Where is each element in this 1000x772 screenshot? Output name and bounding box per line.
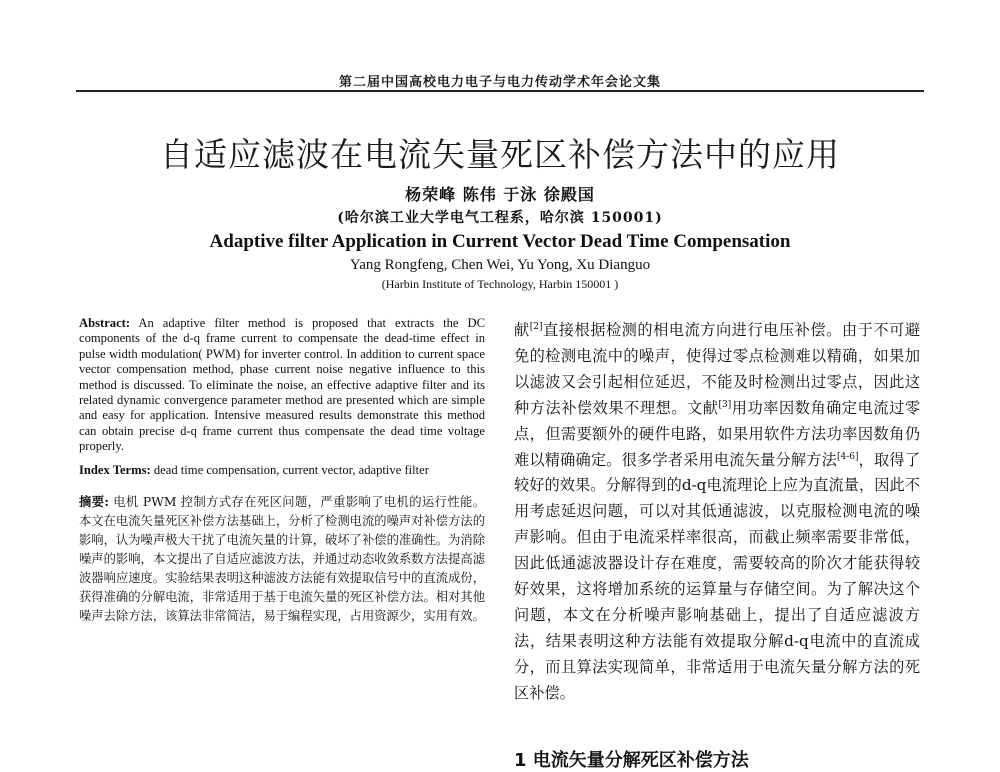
abstract-text: An adaptive filter method is proposed that extracts the DC components of the d-q frame current to compensate the dead-time effect in pulse width modulation( PWM) for inverter control. In addition to current space vector compensation method, phase current noise negative influence to this method is discussed. To eliminate the noise, an effective adaptive filter and its related dynamic convergence parameter method are presented which are simple and easy for application. Intensive measured results demonstrate this method can obtain precise d-q frame current thus compensate the dead time voltage properly. xyxy=(79,316,485,454)
left-column xyxy=(79,316,485,626)
header-rule xyxy=(76,90,924,92)
running-header: 第二届中国高校电力电子与电力传动学术年会论文集 xyxy=(338,75,661,90)
abstract-chinese xyxy=(79,492,485,626)
abstract-label: Abstract: xyxy=(79,316,131,330)
affiliation-english: (Harbin Institute of Technology, Harbin 150001 ) xyxy=(381,277,619,291)
citation-ref: [2] xyxy=(529,321,543,332)
index-terms-text: dead time compensation, current vector, adaptive filter xyxy=(150,462,429,477)
index-terms-label: Index Terms: xyxy=(79,462,151,477)
body-text-4: ，取得了较好的效果。分解得到的d-q电流理论上应为直流量，因此不用考虑延迟问题，可以对其低通滤波，以克服检测电流的噪声影响。但由于电流采样率很高，而截止频率需要非常低，因此低通滤波器设计存在难度，需要较高的阶次才能获得较好效果，这将增加系统的运算量与存储空间。为了解决这个问题，本文在分析噪声影响基础上，提出了自适应滤波方法，结果表明这种方法能有效提取分解d-q电流中的直流成分，而且算法实现简单，非常适用于电流矢量分解方法的死区补偿。 xyxy=(514,450,921,702)
authors-chinese: 杨荣峰 陈伟 于泳 徐殿国 xyxy=(405,185,595,204)
authors-english: Yang Rongfeng, Chen Wei, Yu Yong, Xu Dianguo xyxy=(349,257,651,273)
title-chinese: 自适应滤波在电流矢量死区补偿方法中的应用 xyxy=(160,135,840,174)
body-text-2: 直接根据检测的相电流方向进行电压补偿。由于不可避免的检测电流中的噪声，使得过零点检测难以精确，如果加以滤波又会引起相位延迟，不能及时检测出过零点，因此这种方法补偿效果不理想。文献 xyxy=(514,321,921,417)
body-text-3: 用功率因数角确定电流过零点，但需要额外的硬件电路，如果用软件方法功率因数角仍难以精确确定。很多学者采用电流矢量分解方法 xyxy=(514,398,921,469)
index-terms xyxy=(79,463,485,478)
abstract-cn-text: 电机 PWM 控制方式存在死区问题，严重影响了电机的运行性能。本文在电流矢量死区补偿方法基础上，分析了检测电流的噪声对补偿方法的影响，认为噪声极大干扰了电流矢量的计算，破坏了补偿的准确性。为消除噪声的影响，本文提出了自适应滤波方法，并通过动态收敛系数方法提高滤波器响应速度。实验结果表明这种滤波方法能有效提取信号中的直流成份，获得准确的分解电流，非常适用于基于电流矢量的死区补偿方法。相对其他噪声去除方法，该算法非常简洁，易于编程实现，占用资源少，实用有效。 xyxy=(79,495,486,624)
title-english: Adaptive filter Application in Current Vector Dead Time Compensation xyxy=(209,231,791,252)
citation-ref: [4-6] xyxy=(836,451,859,462)
right-column xyxy=(514,318,920,707)
section-heading: 1 电流矢量分解死区补偿方法 xyxy=(514,750,749,771)
abstract-cn-label: 摘要: xyxy=(79,494,109,510)
body-paragraph xyxy=(514,318,920,707)
affiliation-chinese: (哈尔滨工业大学电气工程系，哈尔滨 150001) xyxy=(337,210,663,226)
abstract-english xyxy=(79,316,485,455)
body-text-1: 献 xyxy=(514,321,530,339)
citation-ref: [3] xyxy=(718,399,732,410)
